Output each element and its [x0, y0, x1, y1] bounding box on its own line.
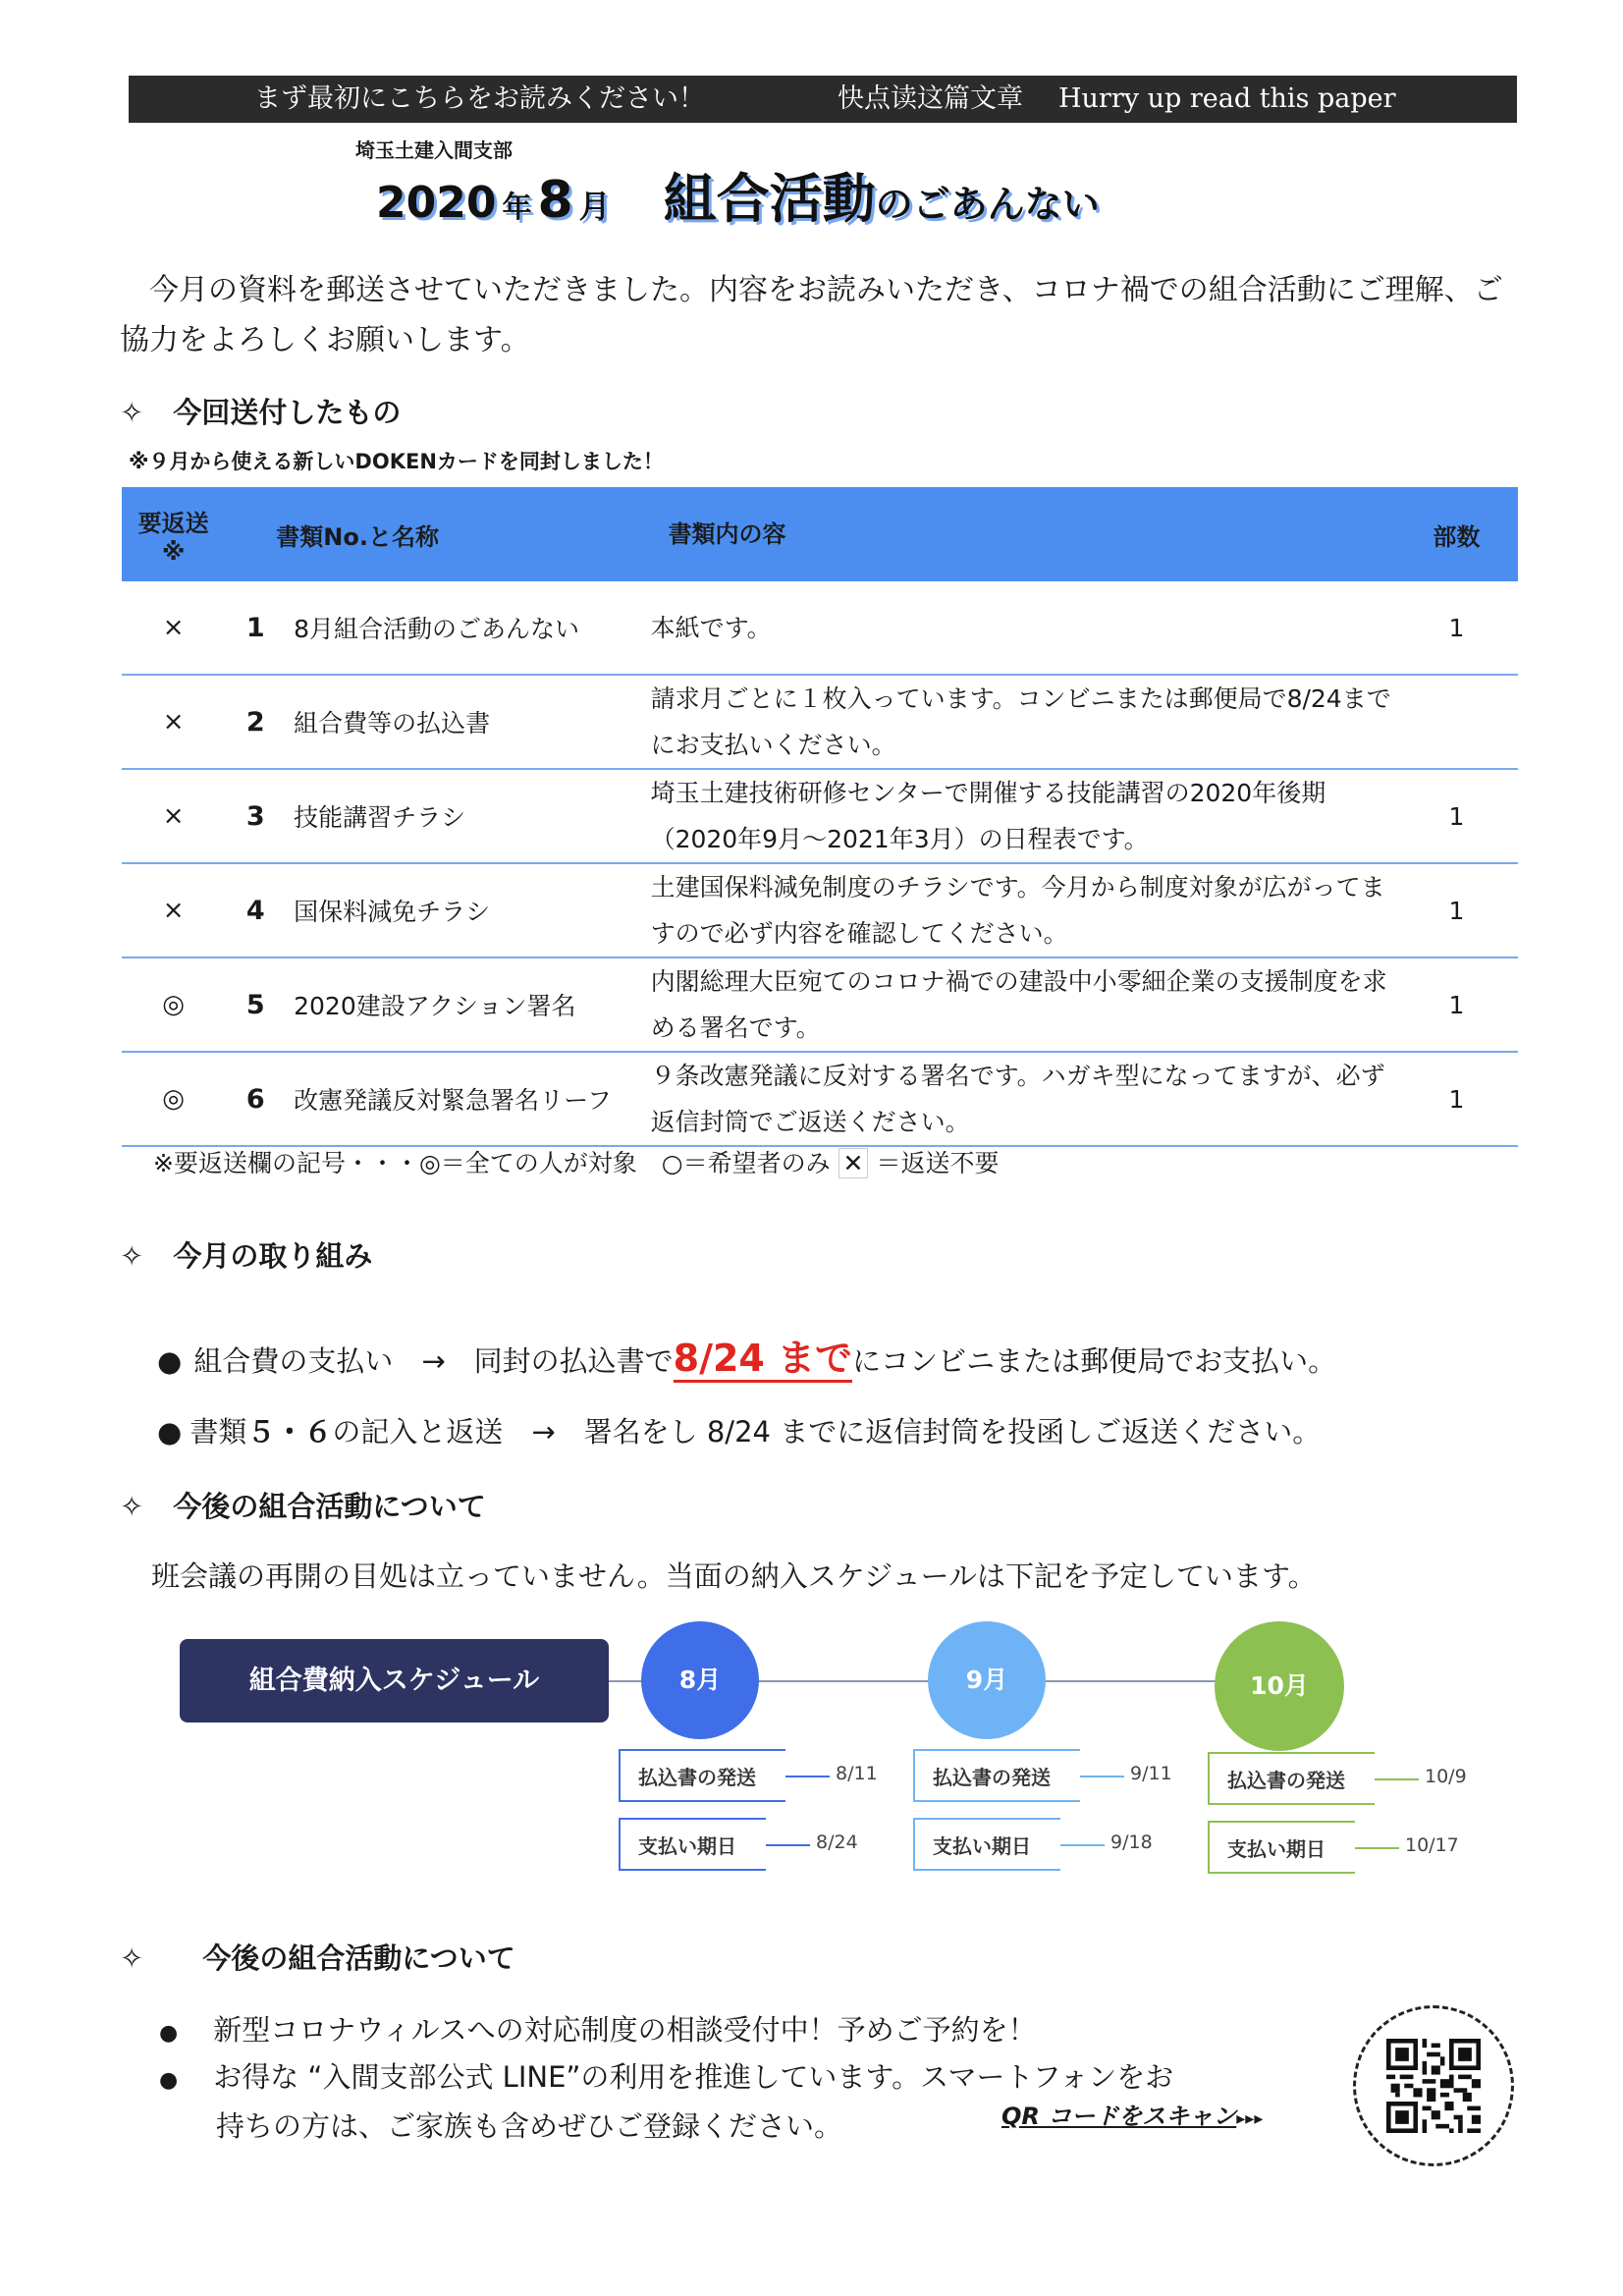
row-desc: 内閣総理大臣宛てのコロナ禍での建設中小零細企業の支援制度を求める署名です。 — [651, 957, 1395, 1052]
row-desc: 請求月ごとに１枚入っています。コンビニまたは郵便局で8/24までにお支払いください。 — [651, 675, 1395, 769]
task-payment: ● 組合費の支払い → 同封の払込書で8/24 までにコンビニまたは郵便局でお支払い。 — [157, 1328, 1336, 1382]
month-circle-oct: 10月 — [1215, 1621, 1344, 1751]
row-return-mark: × — [122, 675, 225, 769]
table-row — [122, 675, 1518, 769]
qr-scan-link[interactable]: QR コードをスキャン▸▸▸ — [1001, 2103, 1264, 2130]
row-count: 1 — [1395, 1052, 1518, 1146]
row-name: 技能講習チラシ — [274, 769, 650, 863]
diamond-icon: ✧ — [120, 396, 144, 429]
section-heading-future — [120, 1485, 486, 1525]
row-return-mark: ◎ — [122, 1052, 225, 1146]
documents-table — [122, 487, 1518, 1147]
section-heading-this-month — [120, 1234, 372, 1275]
table-row — [122, 957, 1518, 1052]
title-year: 2020 — [376, 178, 497, 228]
header-return: 要返送 ※ — [122, 487, 225, 581]
table-row — [122, 1052, 1518, 1146]
row-name: 組合費等の払込書 — [274, 675, 650, 769]
branch-name: 埼玉土建入間支部 — [355, 138, 513, 162]
oct-send-date: 10/9 — [1425, 1766, 1467, 1787]
aug-pay-connector — [766, 1844, 810, 1846]
banner-japanese: まず最初にこちらをお読みください！ — [254, 83, 705, 114]
due-date: 8/24 まで — [674, 1337, 852, 1383]
aug-pay-tag: 支払い期日 — [619, 1818, 766, 1871]
consultation-item: ● 新型コロナウィルスへの対応制度の相談受付中！予めご予約を！ — [159, 2013, 1037, 2047]
row-number: 5 — [225, 957, 274, 1052]
row-return-mark: ◎ — [122, 957, 225, 1052]
row-name: 2020建設アクション署名 — [274, 957, 650, 1052]
line-promo-item: ● お得な “入間支部公式 LINE”の利用を推進しています。スマートフォンをお 持ちの方は、ご家族も含めぜひご登録ください。 — [159, 2060, 1174, 2143]
section-heading-sent-items — [120, 391, 401, 431]
x-mark-icon: ✕ — [839, 1148, 869, 1178]
row-name: 国保料減免チラシ — [274, 863, 650, 957]
row-number: 4 — [225, 863, 274, 957]
aug-pay-date: 8/24 — [816, 1831, 858, 1853]
row-count: 1 — [1395, 863, 1518, 957]
oct-send-tag: 払込書の発送 — [1208, 1752, 1375, 1805]
aug-send-tag: 払込書の発送 — [619, 1749, 785, 1802]
oct-pay-tag: 支払い期日 — [1208, 1821, 1355, 1874]
oct-send-connector — [1375, 1778, 1419, 1780]
row-name: 8月組合活動のごあんない — [274, 581, 650, 675]
section-title: 今後の組合活動について — [173, 1490, 486, 1523]
qr-code-icon[interactable] — [1386, 2039, 1481, 2133]
table-legend: ※要返送欄の記号・・・◎＝全ての人が対象 ○＝希望者のみ ✕ ＝返送不要 — [153, 1149, 1000, 1177]
row-number: 3 — [225, 769, 274, 863]
row-name: 改憲発議反対緊急署名リーフ — [274, 1052, 650, 1146]
table-row — [122, 581, 1518, 675]
intro-text: 今月の資料を郵送させていただきました。内容をお読みいただき、コロナ禍での組合活動にご理解、ご協力をよろしくお願いします。 — [120, 273, 1503, 357]
header-count: 部数 — [1395, 487, 1518, 581]
row-number: 2 — [225, 675, 274, 769]
aug-send-date: 8/11 — [836, 1763, 878, 1784]
oct-pay-connector — [1355, 1847, 1399, 1849]
sep-send-connector — [1080, 1776, 1124, 1777]
sep-pay-connector — [1060, 1844, 1105, 1846]
section-title: 今後の組合活動について — [202, 1941, 515, 1975]
row-count: 1 — [1395, 957, 1518, 1052]
banner-english: Hurry up read this paper — [1058, 83, 1396, 114]
row-return-mark: × — [122, 863, 225, 957]
banner-chinese: 快点读这篇文章 — [838, 83, 1023, 114]
header-desc: 書類内の容 — [651, 487, 1395, 581]
bullet-icon: ● — [157, 1344, 183, 1378]
row-desc: 本紙です。 — [651, 581, 1395, 675]
sep-pay-date: 9/18 — [1110, 1831, 1153, 1853]
row-return-mark: × — [122, 581, 225, 675]
title-month-number: 8 — [537, 171, 573, 230]
qr-code-frame — [1353, 2005, 1514, 2166]
diamond-icon: ✧ — [120, 1941, 144, 1975]
section-title: 今月の取り組み — [173, 1239, 373, 1273]
month-circle-sep: 9月 — [928, 1621, 1046, 1739]
row-desc: 土建国保料減免制度のチラシです。今月から制度対象が広がってますので必ず内容を確認してください。 — [651, 863, 1395, 957]
section-title: 今回送付したもの — [173, 396, 402, 429]
diamond-icon: ✧ — [120, 1490, 144, 1523]
row-desc: 埼玉土建技術研修センターで開催する技能講習の2020年後期（2020年9月～2021年3月）の日程表です。 — [651, 769, 1395, 863]
schedule-label: 組合費納入スケジュール — [180, 1639, 609, 1722]
sep-send-date: 9/11 — [1130, 1763, 1172, 1784]
row-count — [1395, 675, 1518, 769]
sep-send-tag: 払込書の発送 — [913, 1749, 1080, 1802]
row-return-mark: × — [122, 769, 225, 863]
page-title — [376, 157, 1100, 230]
bullet-icon: ● — [157, 1415, 183, 1449]
aug-send-connector — [785, 1776, 830, 1777]
row-number: 6 — [225, 1052, 274, 1146]
future-text: 班会議の再開の目処は立っていません。当面の納入スケジュールは下記を予定しています。 — [151, 1559, 1317, 1593]
title-nen: 年 — [502, 191, 532, 225]
table-row — [122, 769, 1518, 863]
title-main: 組合活動 — [663, 168, 876, 230]
header-name: 書類No.と名称 — [225, 487, 650, 581]
diamond-icon: ✧ — [120, 1239, 144, 1273]
title-sub: のごあんない — [875, 183, 1100, 226]
row-number: 1 — [225, 581, 274, 675]
bullet-icon: ● — [159, 2021, 179, 2046]
bullet-icon: ● — [159, 2068, 179, 2093]
row-count: 1 — [1395, 769, 1518, 863]
top-banner — [129, 76, 1517, 123]
title-month-suffix: 月 — [578, 188, 611, 225]
section-heading-future-2 — [120, 1937, 515, 1977]
sep-pay-tag: 支払い期日 — [913, 1818, 1060, 1871]
month-circle-aug: 8月 — [641, 1621, 759, 1739]
task-return-docs: ● 書類５・６の記入と返送 → 署名をし 8/24 までに返信封筒を投函しご返送ください。 — [157, 1415, 1322, 1449]
table-row — [122, 863, 1518, 957]
table-header-row — [122, 487, 1518, 581]
row-count: 1 — [1395, 581, 1518, 675]
card-note: ※９月から使える新しいDOKENカードを同封しました！ — [129, 450, 664, 473]
row-desc: ９条改憲発議に反対する署名です。ハガキ型になってますが、必ず返信封筒でご返送ください。 — [651, 1052, 1395, 1146]
oct-pay-date: 10/17 — [1405, 1834, 1459, 1856]
arrow-icon: ▸▸▸ — [1236, 2108, 1264, 2129]
